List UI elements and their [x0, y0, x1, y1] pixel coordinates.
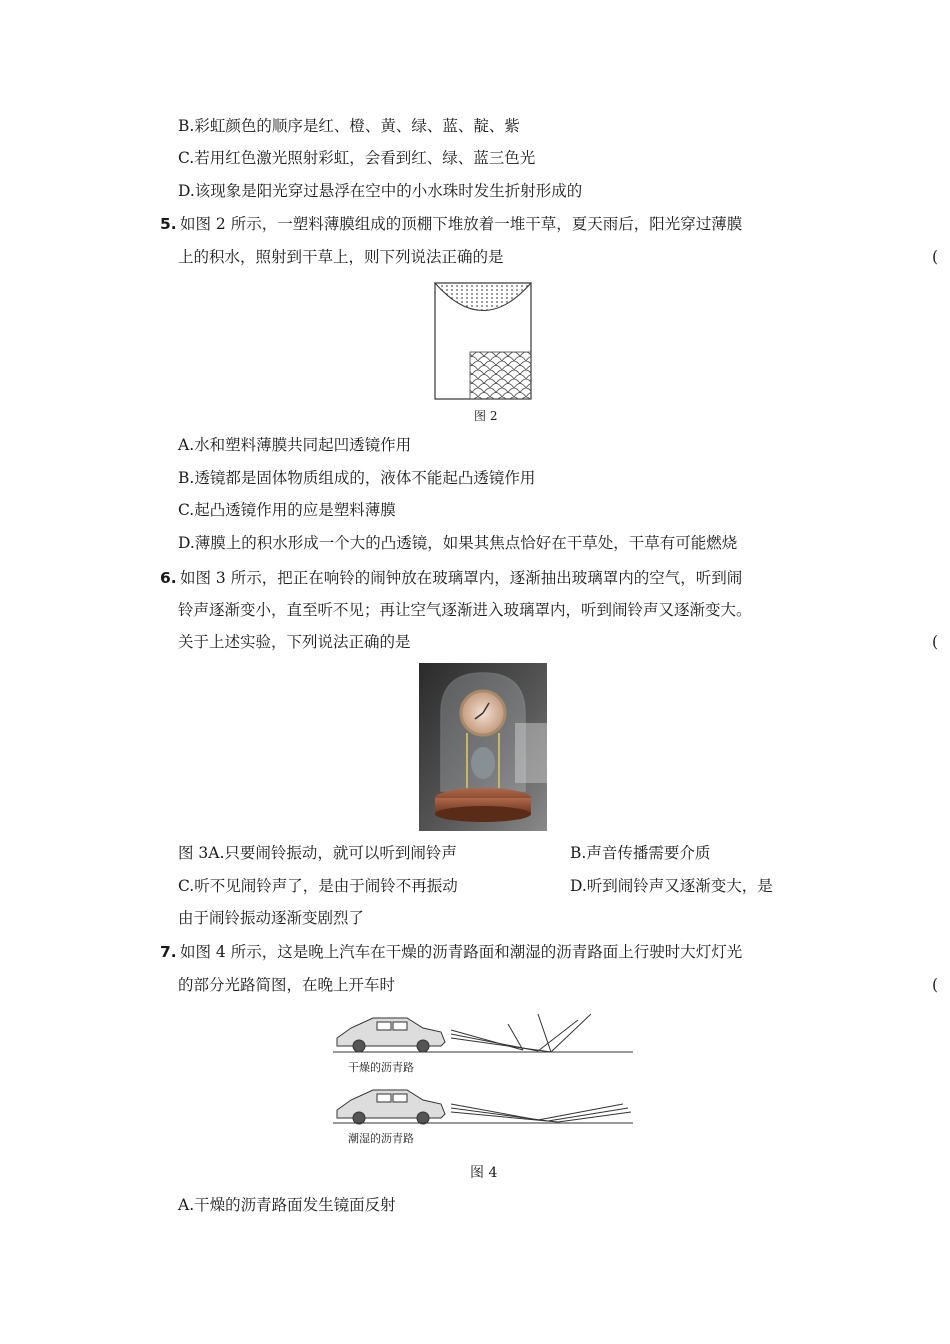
q6-stem-line2: 铃声逐渐变小，直至听不见；再让空气逐渐进入玻璃罩内，听到闹铃声又逐渐变大。 — [178, 601, 752, 619]
q5-stem-line2: 上的积水，照射到干草上，则下列说法正确的是 — [178, 248, 504, 266]
q7-answer-paren: ( — [932, 976, 939, 994]
q7-stem-line1: 如图 4 所示，这是晚上汽车在干燥的沥青路面和潮湿的沥青路面上行驶时大灯灯光 — [180, 943, 743, 961]
q6-option-d-continued: 由于闹铃振动逐渐变剧烈了 — [178, 909, 365, 927]
q5-number: 5. — [160, 215, 177, 233]
q4-option-d: D.该现象是阳光穿过悬浮在空中的小水珠时发生折射形成的 — [178, 182, 583, 200]
figure-2-caption: 图 2 — [474, 409, 498, 423]
wet-road-car — [337, 1090, 445, 1124]
q5-option-a: A.水和塑料薄膜共同起凹透镜作用 — [178, 436, 412, 454]
dry-road-car — [337, 1018, 445, 1052]
q5-answer-paren: ( — [932, 248, 939, 266]
q5-option-d: D.薄膜上的积水形成一个大的凸透镜，如果其焦点恰好在干草处，干草有可能燃烧 — [178, 534, 738, 552]
q7-option-a: A.干燥的沥青路面发生镜面反射 — [178, 1196, 396, 1214]
q6-option-b: B.声音传播需要介质 — [570, 844, 711, 862]
q4-option-c: C.若用红色激光照射彩虹，会看到红、绿、蓝三色光 — [178, 149, 536, 167]
figure-3-clock-bell-jar-photo — [419, 663, 547, 831]
q7-number: 7. — [160, 943, 177, 961]
q6-option-d: D.听到闹铃声又逐渐变大，是 — [570, 877, 773, 895]
q6-option-c: C.听不见闹铃声了，是由于闹铃不再振动 — [178, 877, 458, 895]
q6-option-a: 图 3A.只要闹铃振动，就可以听到闹铃声 — [178, 844, 457, 862]
q6-answer-paren: ( — [932, 633, 939, 651]
q4-option-b: B.彩虹颜色的顺序是红、橙、黄、绿、蓝、靛、紫 — [178, 117, 520, 135]
q6-stem-line1: 如图 3 所示，把正在响铃的闹钟放在玻璃罩内，逐渐抽出玻璃罩内的空气，听到闹 — [180, 569, 743, 587]
q6-stem-line3: 关于上述实验，下列说法正确的是 — [178, 633, 411, 651]
label-dry-road: 干燥的沥青路 — [348, 1061, 414, 1074]
label-wet-road: 潮湿的沥青路 — [348, 1132, 414, 1145]
figure-2-tent-hay — [430, 280, 536, 402]
q5-option-b: B.透镜都是固体物质组成的，液体不能起凸透镜作用 — [178, 469, 536, 487]
q6-number: 6. — [160, 569, 177, 587]
q7-stem-line2: 的部分光路简图，在晚上开车时 — [178, 976, 396, 994]
q5-option-c: C.起凸透镜作用的应是塑料薄膜 — [178, 501, 396, 519]
figure-4-caption: 图 4 — [470, 1165, 498, 1181]
q5-stem-line1: 如图 2 所示，一塑料薄膜组成的顶棚下堆放着一堆干草，夏天雨后，阳光穿过薄膜 — [180, 215, 743, 233]
